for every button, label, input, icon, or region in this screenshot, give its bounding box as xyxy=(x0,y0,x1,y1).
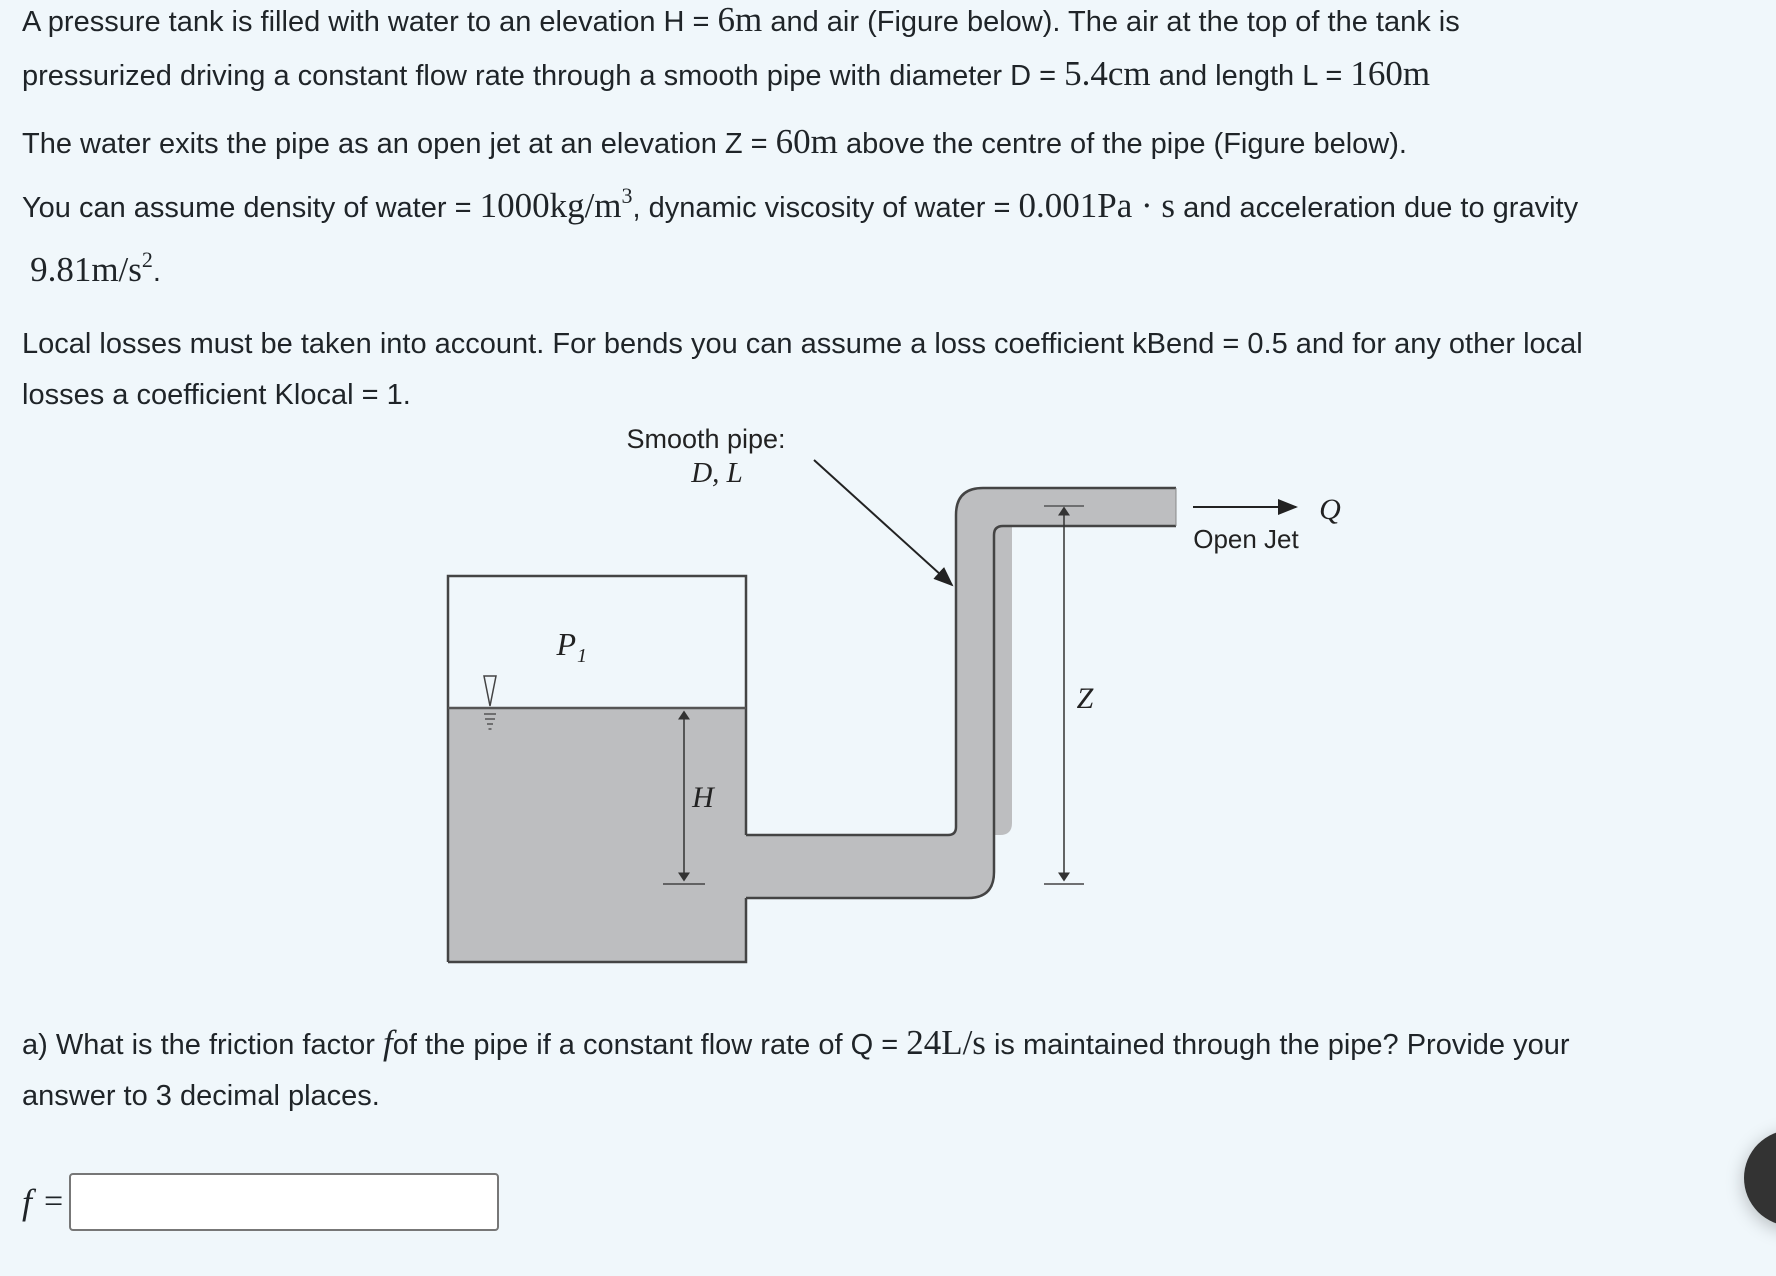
Q-value: 24L/s xyxy=(906,1023,986,1062)
smooth-pipe-label: Smooth pipe: xyxy=(626,424,786,454)
Z-value: 60m xyxy=(775,122,838,161)
question-paragraph xyxy=(22,1017,1772,1122)
density-value: $1000kg/m^3$ xyxy=(479,183,633,225)
viscosity-value: 0.001Pa · s xyxy=(1018,186,1176,225)
equals-sign: = xyxy=(44,1183,64,1220)
f-symbol: f xyxy=(383,1023,393,1062)
answer-row xyxy=(22,1171,499,1233)
Q-label: Q xyxy=(1319,493,1341,526)
gravity-value: $9.81m/s^2$ xyxy=(30,247,153,289)
exit-line-1: The water exits the pipe as an open jet at an elevation Z = 60m above the centre of the pipe (Figure below). xyxy=(22,122,1407,161)
smooth-pipe xyxy=(746,488,1176,898)
Z-label: Z xyxy=(1076,682,1094,715)
question-line-2: answer to 3 decimal places. xyxy=(22,1080,380,1112)
losses-line-1: Local losses must be taken into account. For bends you can assume a loss coefficient kBend = 0.5 and for any other local xyxy=(22,328,1583,360)
H-label: H xyxy=(692,781,714,814)
exit-line-3: $9.81m/s^2$. xyxy=(30,247,161,289)
P1-label: P xyxy=(556,626,576,662)
D-value: 5.4cm xyxy=(1064,54,1151,93)
losses-line-2: losses a coefficient Klocal = 1. xyxy=(22,379,411,411)
open-jet-label: Open Jet xyxy=(1193,524,1299,554)
intro-line-2: pressurized driving a constant flow rate through a smooth pipe with diameter D = 5.4cm and length L = 160m xyxy=(22,54,1431,93)
pipe-DL-label: D, L xyxy=(691,457,743,489)
P1-subscript: 1 xyxy=(577,645,587,667)
answer-label: f xyxy=(22,1182,33,1222)
pipe-leader-arrow xyxy=(814,460,952,585)
friction-factor-input[interactable] xyxy=(69,1173,499,1231)
L-value: 160m xyxy=(1350,54,1431,93)
H-value: 6m xyxy=(717,0,763,39)
floating-action-button[interactable] xyxy=(1744,1130,1776,1226)
intro-line-1: A pressure tank is filled with water to an elevation H = 6m and air (Figure below). The air at the top of the tank is xyxy=(22,0,1460,39)
question-line-1: a) What is the friction factor fof the pipe if a constant flow rate of Q = 24L/s is maintained through the pipe? Provide your xyxy=(22,1023,1570,1062)
exit-line-2: You can assume density of water = $1000kg/m^3$, dynamic viscosity of water = 0.001Pa · s and acceleration due to gravity xyxy=(22,183,1579,225)
